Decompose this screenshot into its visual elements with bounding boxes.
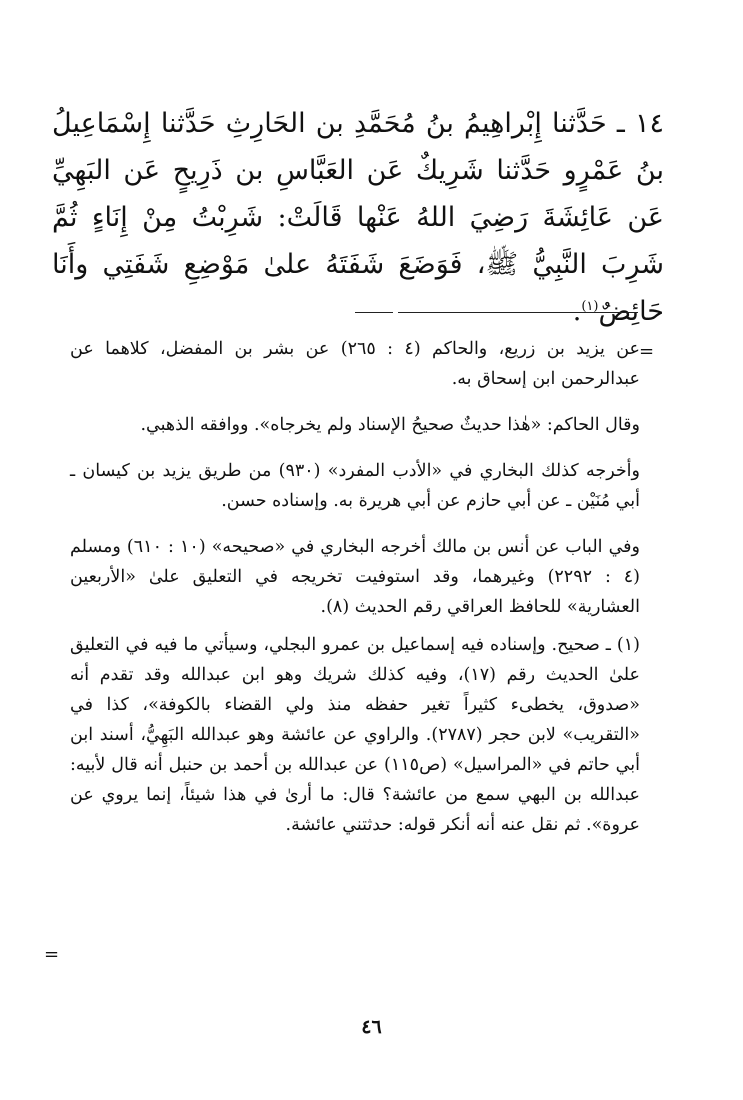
hadith-end-punctuation: .	[572, 296, 582, 327]
footnote-divider-short-segment	[355, 312, 393, 313]
note-bab: وفي الباب عن أنس بن مالك أخرجه البخاري في «صحيحه» (١٠ : ٦١٠) ومسلم (٤ : ٢٢٩٢) وغيرهما، وقد استوفيت تخريجه في التعليق علىٰ «الأربعين العشارية» للحافظ العراقي رقم الحديث (٨).	[70, 537, 640, 617]
footnote-divider-line	[398, 312, 638, 313]
note-bukhari-adab: وأخرجه كذلك البخاري في «الأدب المفرد» (٩٣٠) من طريق يزيد بن كيسان ـ أبي مُنَيْن ـ عن أبي حازم عن أبي هريرة به. وإسناده حسن.	[70, 461, 640, 511]
hadith-body: ١٤ ـ حَدَّثنا إِبْراهِيمُ بنُ مُحَمَّدِ بن الحَارِثِ حَدَّثنا إِسْمَاعِيلُ بنُ عَمْرٍو حَدَّثنا شَرِيكٌ عَن العَبَّاسِ بن ذَرِيحٍ عَن البَهِيِّ عَن عَائِشَةَ رَضِيَ اللهُ عَنْها قَالَتْ: شَرِبْتُ مِنْ إِنَاءٍ ثُمَّ شَرِبَ النَّبِيُّ ﷺ، فَوَضَعَ شَفَتَهُ علىٰ مَوْضِعِ شَفَتِي وأَنَا حَائِضٌ	[52, 108, 664, 327]
continuation-mark-bottom: =	[44, 944, 60, 965]
continuation-mark-top: =	[639, 341, 655, 362]
note-hakim: وقال الحاكم: «هٰذا حديثٌ صحيحُ الإسناد ولم يخرجاه». ووافقه الذهبي.	[140, 415, 640, 435]
note-carryover: عن يزيد بن زريع، والحاكم (٤ : ٢٦٥) عن بشر بن المفضل، كلاهما عن عبدالرحمن ابن إسحاق به.	[70, 339, 640, 389]
footnote-one: (١) ـ صحيح. وإسناده فيه إسماعيل بن عمرو البجلي، وسيأتي ما فيه في التعليق علىٰ الحديث رقم (١٧)، وفيه كذلك شريك وهو ابن عبدالله وقد تقدم أنه «صدوق، يخطىء كثيراً تغير حفظه منذ ولي القضاء بالكوفة»، كذا في «التقريب» لابن حجر (٢٧٨٧). والراوي عن عائشة وهو عبدالله البَهِيُّ، أسند ابن أبي حاتم في «المراسيل» (ص١١٥) عن عبدالله بن أحمد بن حنبل أنه قال لأبيه: عبدالله بن البهي سمع من عائشة؟ قال: ما أرىٰ في هذا شيئاً، إنما يروي عن عروة». ثم نقل عنه أنه أنكر قوله: حدثتني عائشة.	[70, 635, 640, 835]
footnote-reference-marker: (١)	[581, 299, 599, 314]
hadith-paragraph	[52, 100, 664, 335]
page-number: ٤٦	[361, 1016, 382, 1038]
hadith-text-block	[52, 100, 664, 335]
footnotes-block	[70, 334, 640, 840]
